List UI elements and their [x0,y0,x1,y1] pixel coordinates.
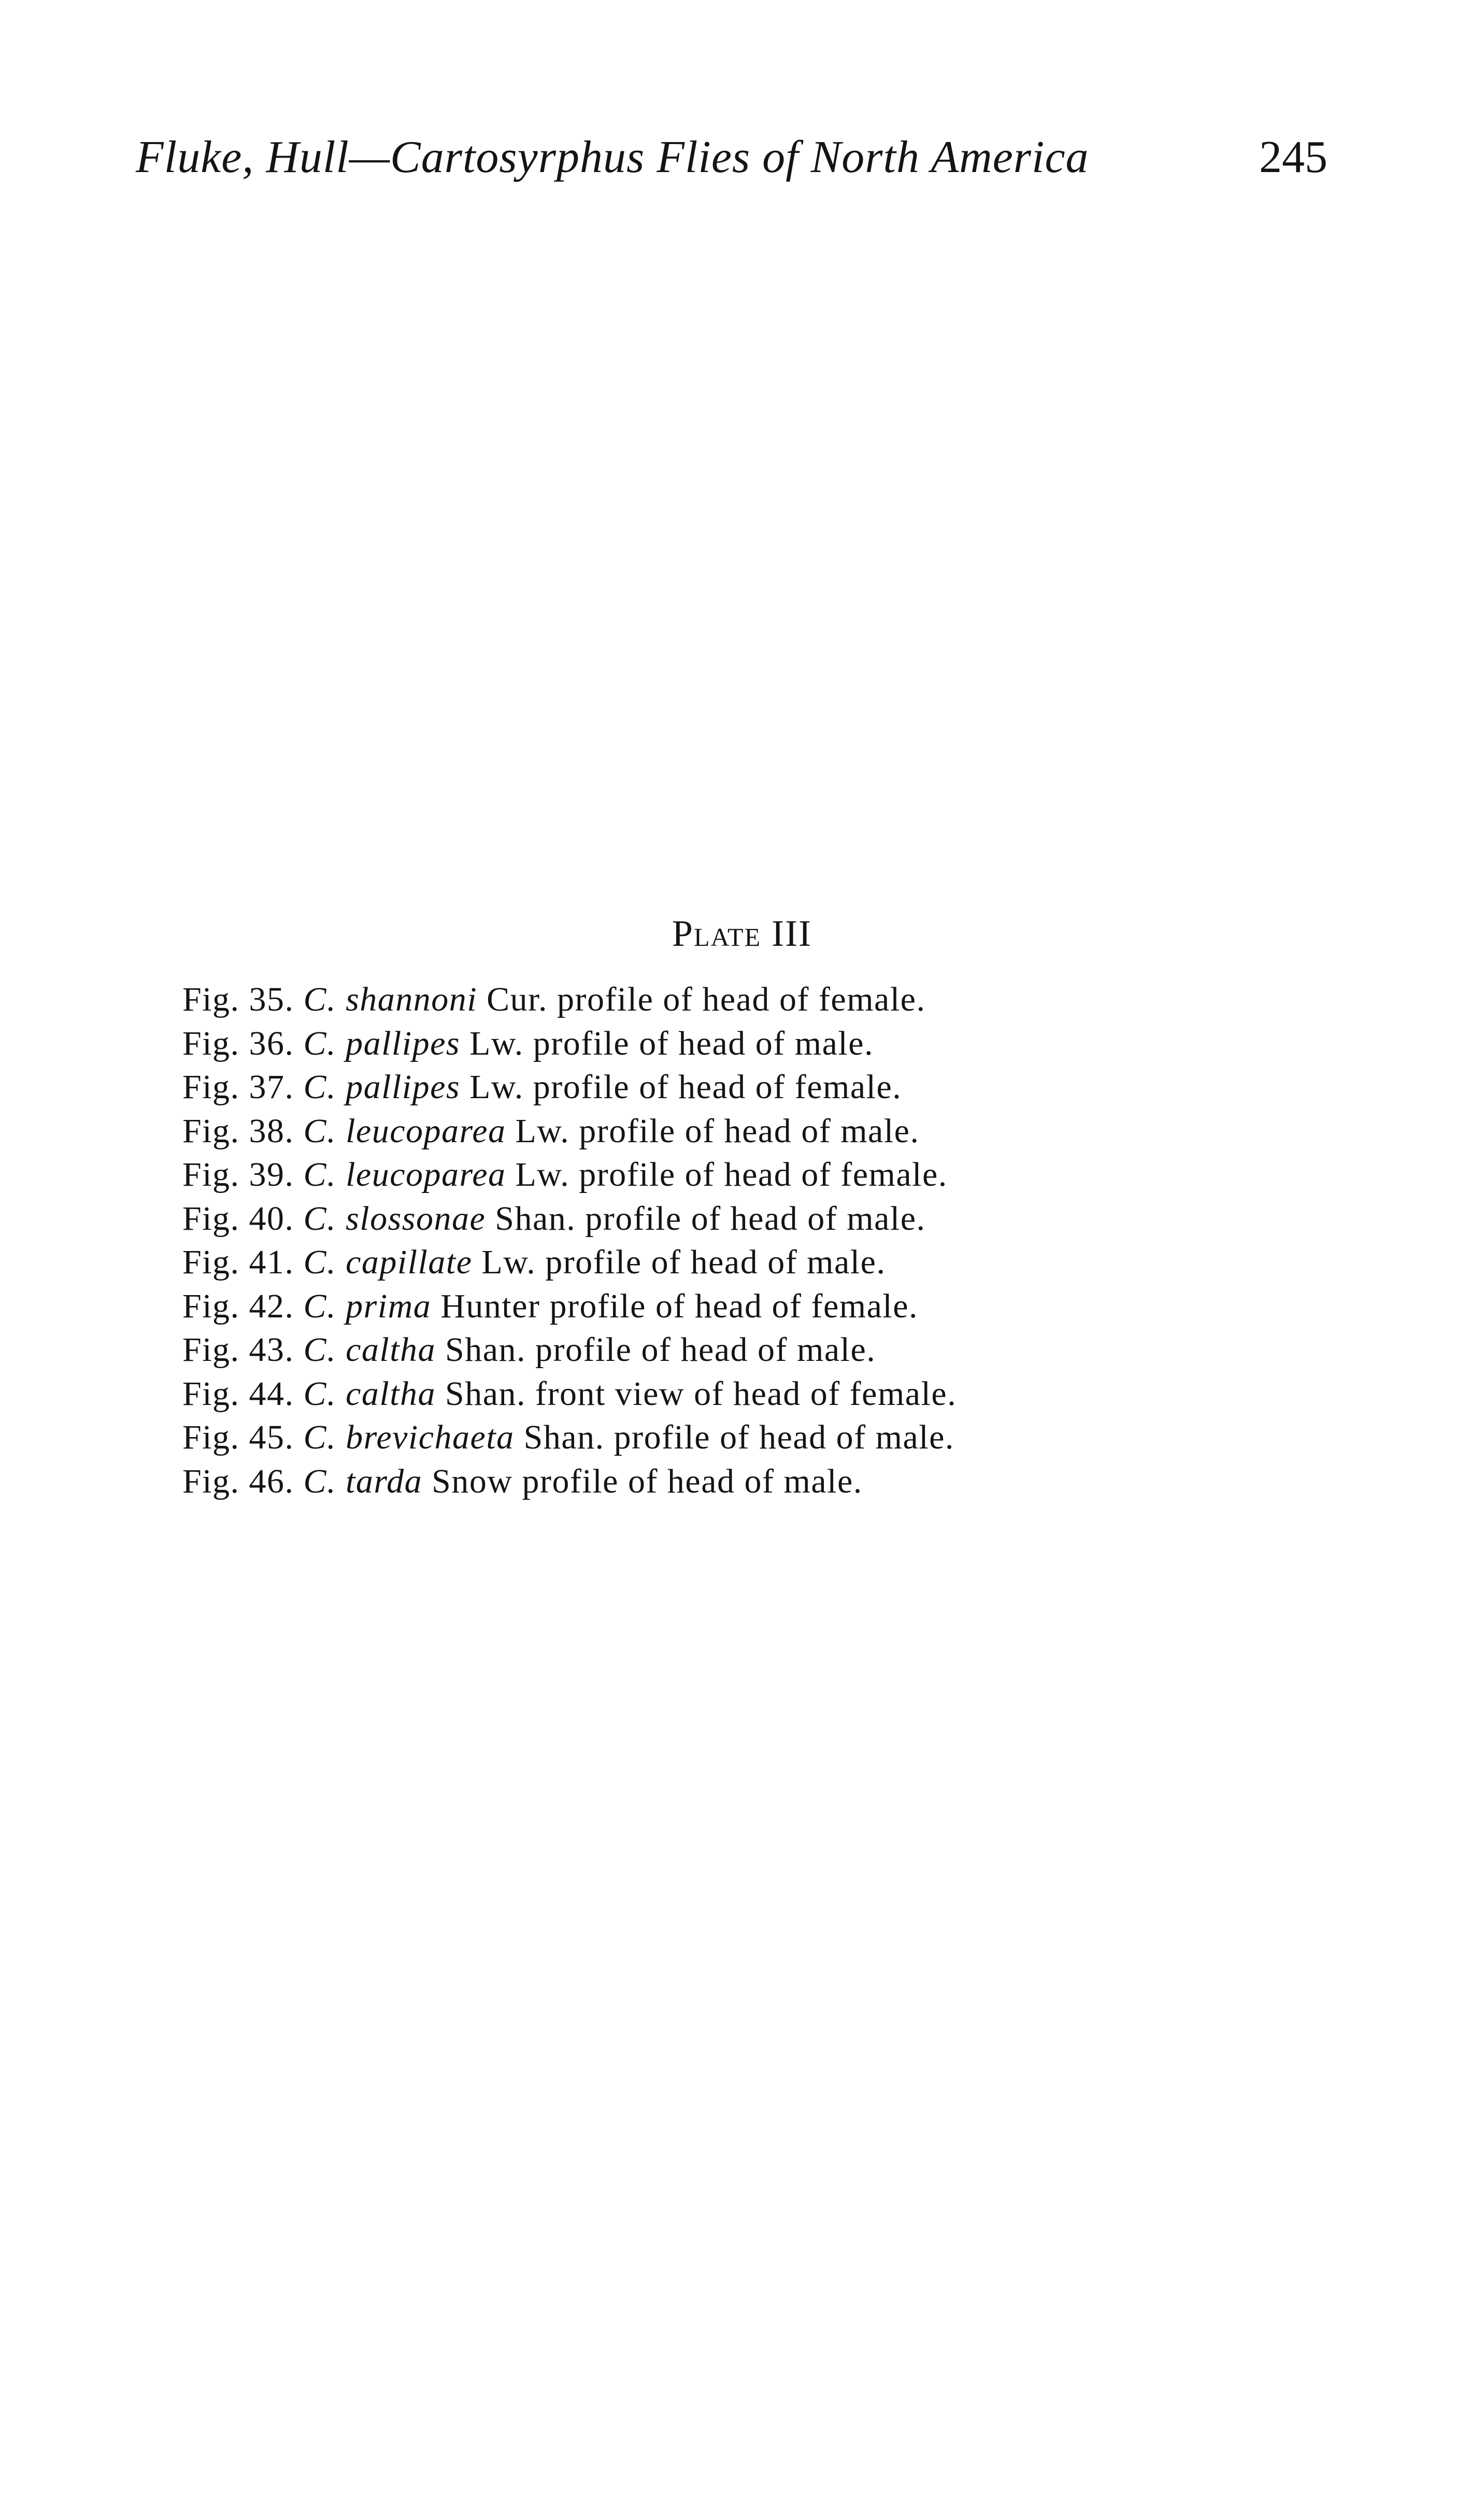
figure-number: Fig. 42. [182,1287,294,1325]
figure-species: leucoparea [346,1112,506,1150]
figure-species: pallipes [346,1024,461,1062]
page-number: 245 [1259,132,1328,182]
plate-title: Plate III [672,913,812,954]
figure-caption [182,1197,1426,1241]
figure-description: Lw. profile of head of male. [515,1112,920,1150]
figure-number: Fig. 44. [182,1374,294,1413]
figure-species: slossonae [346,1199,486,1238]
figure-species: tarda [346,1462,423,1500]
figure-number: Fig. 46. [182,1462,294,1500]
figure-number: Fig. 35. [182,981,294,1018]
figure-caption [182,1285,1426,1329]
figure-description: Shan. profile of head of male. [495,1199,926,1238]
figure-caption [182,1153,1426,1197]
figure-genus: C. [303,1156,337,1194]
figure-description: Lw. profile of head of female. [469,1068,902,1106]
figure-number: Fig. 40. [182,1199,294,1238]
figure-description: Cur. profile of head of female. [487,981,926,1018]
figure-genus: C. [303,981,337,1018]
figure-caption [182,1372,1426,1416]
figure-genus: C. [303,1068,337,1106]
figure-species: capillate [346,1243,473,1281]
figure-caption [182,1066,1426,1110]
figure-genus: C. [303,1199,337,1238]
figure-number: Fig. 41. [182,1243,294,1281]
figure-caption [182,1416,1426,1460]
figure-caption [182,1241,1426,1285]
figure-species: prima [346,1287,432,1325]
figure-number: Fig. 39. [182,1156,294,1194]
figure-caption [182,1460,1426,1504]
figure-species: leucoparea [346,1156,506,1194]
figure-caption [182,1022,1426,1066]
figure-genus: C. [303,1374,337,1413]
figure-description: Hunter profile of head of female. [440,1287,919,1325]
figure-caption [182,1328,1426,1372]
figure-genus: C. [303,1462,337,1500]
figure-genus: C. [303,1418,337,1456]
figure-number: Fig. 37. [182,1068,294,1106]
figure-description: Lw. profile of head of female. [515,1156,948,1194]
figure-genus: C. [303,1287,337,1325]
figure-description: Shan. profile of head of male. [523,1418,954,1456]
figure-description: Lw. profile of head of male. [481,1243,886,1281]
figure-species: caltha [346,1374,436,1413]
figure-number: Fig. 38. [182,1112,294,1150]
figure-description: Shan. front view of head of female. [445,1374,957,1413]
running-header [136,126,1328,189]
figure-genus: C. [303,1112,337,1150]
figure-number: Fig. 45. [182,1418,294,1456]
figure-species: shannoni [346,981,478,1018]
figure-species: pallipes [346,1068,461,1106]
figure-description: Shan. profile of head of male. [445,1331,876,1369]
running-header-title: Fluke, Hull—Cartosyrphus Flies of North America [136,132,1089,182]
figure-species: caltha [346,1331,436,1369]
figure-caption [182,1110,1426,1154]
figure-species: brevichaeta [346,1418,515,1456]
figure-number: Fig. 43. [182,1331,294,1369]
figure-caption [182,978,1426,1022]
figure-description: Snow profile of head of male. [432,1462,863,1500]
figure-caption-list [182,978,1426,1503]
figure-description: Lw. profile of head of male. [469,1024,874,1062]
figure-number: Fig. 36. [182,1024,294,1062]
figure-genus: C. [303,1024,337,1062]
figure-genus: C. [303,1243,337,1281]
figure-genus: C. [303,1331,337,1369]
